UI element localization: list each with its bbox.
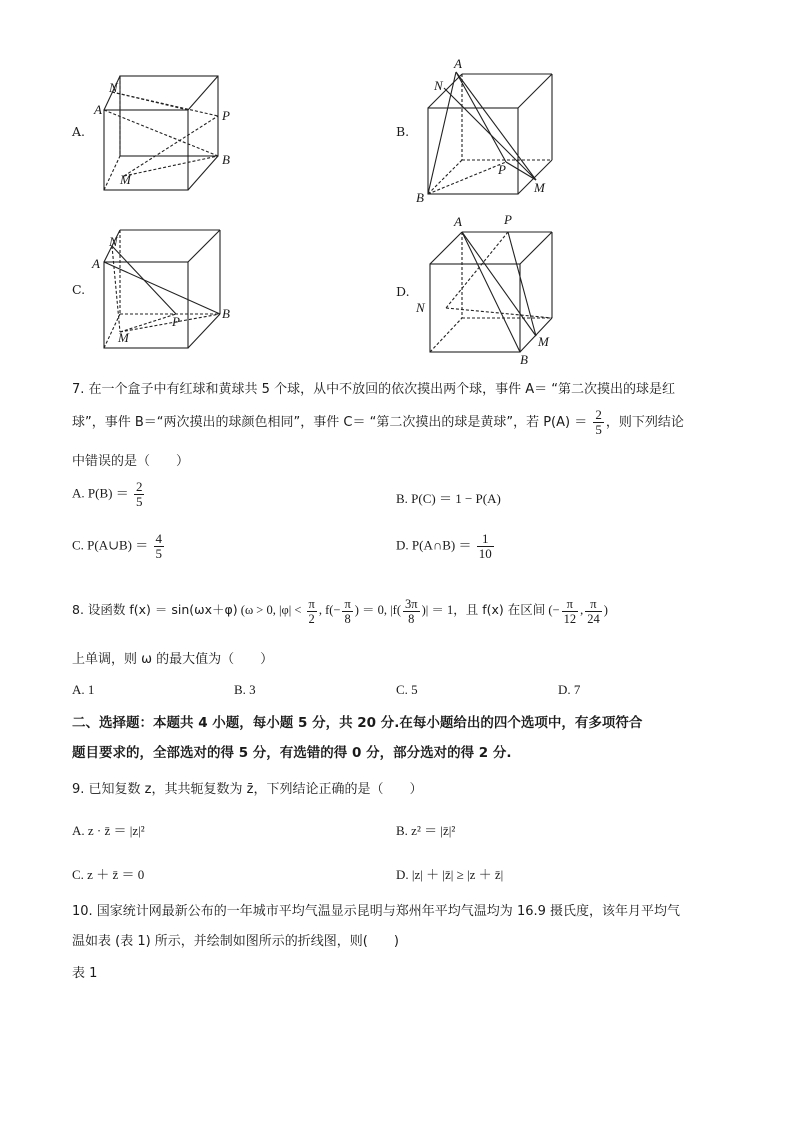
- cube-diagram-a: [72, 72, 252, 202]
- question-9-stem: 9. 已知复数 z，其共轭复数为 z̄，下列结论正确的是（ ）: [72, 782, 423, 797]
- point-m: M: [118, 330, 129, 345]
- option-c-label: C.: [72, 282, 86, 297]
- point-a: A: [454, 56, 462, 71]
- cube-diagram-c: [72, 228, 252, 353]
- question-10-line-1: 10. 国家统计网最新公布的一年城市平均气温显示昆明与郑州年平均气温均为 16.9 摄氏度，该年月平均气: [72, 904, 681, 919]
- q8-option-c[interactable]: C. 5: [396, 682, 418, 697]
- q7-option-a[interactable]: A. P(B) ＝ $\frac{2}{5}$: [72, 479, 143, 509]
- option-a-label: A.: [72, 124, 86, 139]
- point-a: A: [92, 256, 100, 271]
- point-m: M: [534, 180, 545, 195]
- fraction-two-fifths: $\frac{2}{5}$: [595, 407, 602, 437]
- point-a: A: [454, 214, 462, 229]
- cube-diagram-d: [396, 214, 576, 369]
- q9-option-a[interactable]: A. z · z̄ ＝ |z|²: [72, 823, 145, 838]
- point-p: P: [222, 108, 230, 123]
- option-b-label: B.: [396, 124, 410, 139]
- question-10-line-2: 温如表 (表 1) 所示，并绘制如图所示的折线图，则( ): [72, 934, 399, 949]
- point-p: P: [504, 212, 512, 227]
- figure-option-c: [72, 228, 252, 353]
- q9-option-d[interactable]: D. |z| ＋ |z̄| ≥ |z ＋ z̄|: [396, 867, 504, 882]
- point-a: A: [94, 102, 102, 117]
- question-7-line-2: 球”，事件 B＝“两次摸出的球颜色相同”，事件 C＝ “第二次摸出的球是黄球”，若 P(A) ＝ $\frac{2}{5}$ ，则下列结论: [72, 407, 684, 437]
- point-p: P: [498, 162, 506, 177]
- question-7-line-3: 中错误的是（ ）: [72, 454, 190, 469]
- point-b: B: [416, 190, 424, 205]
- figure-option-a: [72, 72, 252, 202]
- figure-option-b: [396, 56, 576, 207]
- option-d-label: D.: [396, 284, 410, 299]
- point-n: N: [434, 78, 443, 93]
- q7-option-c[interactable]: C. P(A∪B) ＝ $\frac{4}{5}$: [72, 531, 163, 561]
- cube-diagram-b: [396, 62, 576, 207]
- q9-option-c[interactable]: C. z ＋ z̄ ＝ 0: [72, 867, 145, 882]
- point-n: N: [416, 300, 425, 315]
- point-m: M: [120, 172, 131, 187]
- point-b: B: [222, 152, 230, 167]
- point-p: P: [172, 314, 180, 329]
- q9-option-b[interactable]: B. z² ＝ |z̄|²: [396, 823, 456, 838]
- q8-option-d[interactable]: D. 7: [558, 682, 581, 697]
- question-7-line-1: 7. 在一个盒子中有红球和黄球共 5 个球，从中不放回的依次摸出两个球，事件 A＝ “第二次摸出的球是红: [72, 382, 675, 397]
- point-n: N: [109, 234, 118, 249]
- q7-option-d[interactable]: D. P(A∩B) ＝ $\frac{1}{10}$: [396, 531, 492, 561]
- point-b: B: [520, 352, 528, 367]
- figure-option-d: [396, 214, 576, 369]
- point-n: N: [109, 80, 118, 95]
- q7-option-b[interactable]: B. P(C) ＝ 1 − P(A): [396, 491, 501, 506]
- q8-option-a[interactable]: A. 1: [72, 682, 95, 697]
- q8-option-b[interactable]: B. 3: [234, 682, 256, 697]
- point-b: B: [222, 306, 230, 321]
- section-2-heading-line-1: 二、选择题：本题共 4 小题，每小题 5 分，共 20 分.在每小题给出的四个选项中，有多项符合: [72, 715, 643, 731]
- table-1-caption: 表 1: [72, 966, 98, 981]
- point-m: M: [538, 334, 549, 349]
- question-8-line-1: 8. 设函数 f(x) ＝ sin(ωx＋φ) (ω > 0, |φ| < $\frac{\pi}{2}$ , f(− $\frac{\pi}{8}$ ) ＝ 0, |f( $\frac{3\pi}{8}$ )| ＝ 1，且 f(x) 在区间 (− $\frac{\pi}{12}$ , $\frac{\pi}{24}$ ): [72, 596, 608, 626]
- question-8-line-2: 上单调，则 ω 的最大值为（ ）: [72, 652, 274, 667]
- section-2-heading-line-2: 题目要求的，全部选对的得 5 分，有选错的得 0 分，部分选对的得 2 分.: [72, 745, 512, 761]
